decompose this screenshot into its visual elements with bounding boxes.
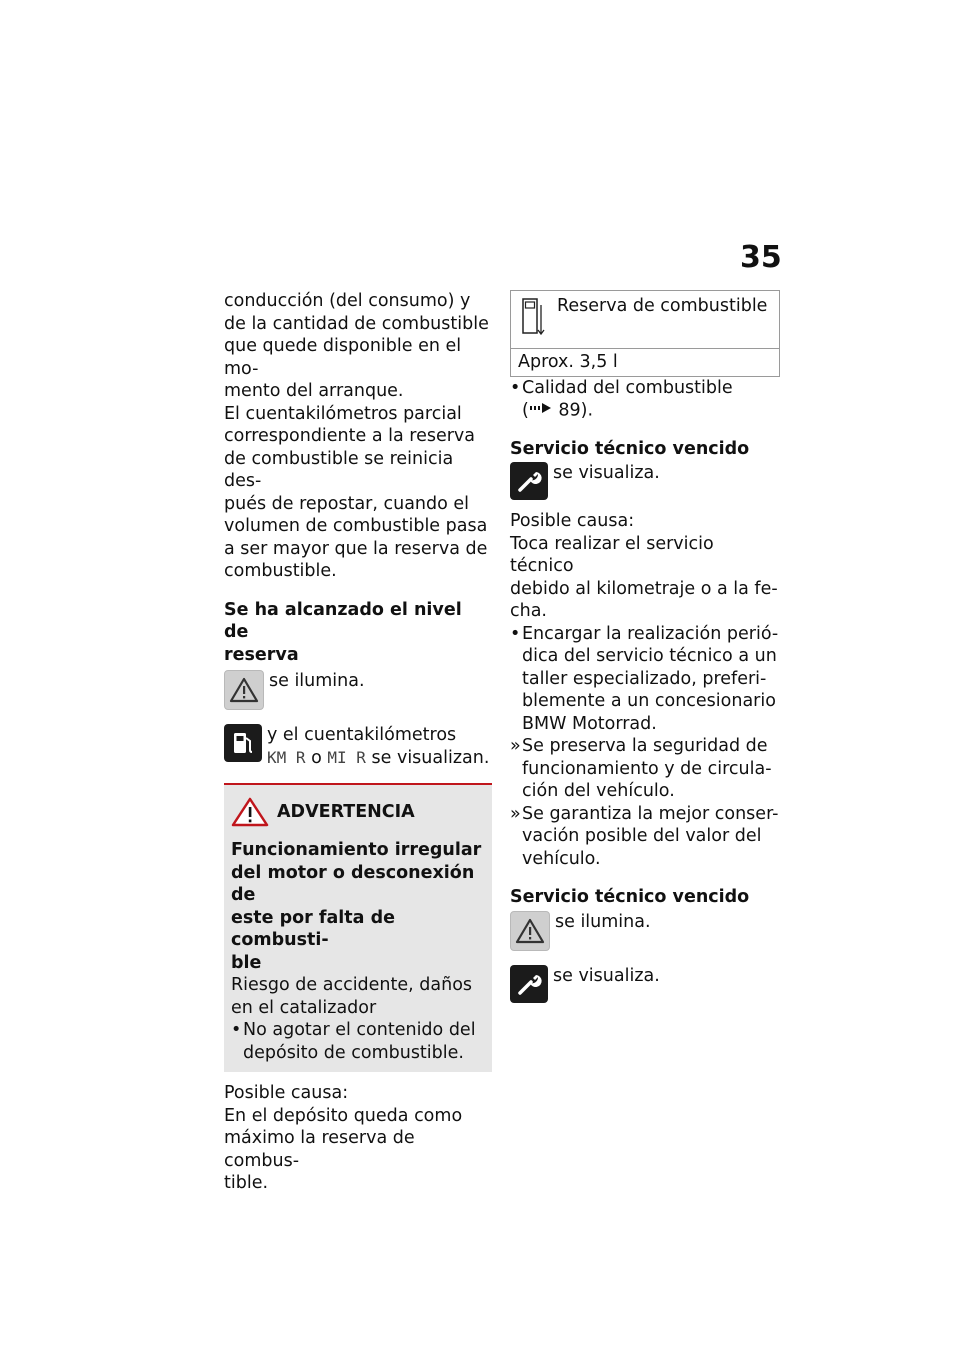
service-icon-line: se visualiza. [510,462,780,500]
warning-triangle-icon [224,670,264,710]
text-line: El cuentakilómetros parcial [224,403,462,424]
icon-caption: se ilumina. [269,671,365,691]
service-heading-2: Servicio técnico vencido [510,887,750,908]
reserve-heading: Se ha alcanzado el nivel de reserva [224,599,462,665]
warning-box: ADVERTENCIA Funcionamiento irregular del motor o desconexión de este por falta de combusti- ble Riesgo de accidente, daños en el catalizador • No agotar el contenido del depósito de combustible. [224,783,492,1072]
warning-bullet: • No agotar el contenido del depósito de combustible. [231,1020,476,1063]
trip-code-km: KM R [267,747,306,767]
service-heading-1: Servicio técnico vencido [510,438,750,459]
fuel-pump-icon [224,724,262,762]
text-line: de combustible se reinicia des- [224,448,454,491]
trip-code-mi: MI R [327,747,366,767]
text-line: pués de repostar, cuando el [224,493,470,514]
text-line: de la cantidad de combustible [224,313,489,334]
service2-warning-line: se ilumina. [510,911,780,951]
fuel-reserve-icon [517,295,547,341]
text-line: conducción (del consumo) y [224,291,471,311]
arrow-reference-icon [529,399,553,422]
service-cause: Posible causa: Toca realizar el servicio técnico debido al kilometraje o a la fe- cha. [510,511,778,622]
intro-paragraph [224,290,492,583]
right-column [510,290,780,1003]
warning-title: ADVERTENCIA [231,797,484,827]
page-number: 35 [740,240,782,275]
text-line: correspondiente a la reserva [224,426,476,446]
service-bullet: • Encargar la realización perió- dica del servicio técnico a un taller especializado, preferi- blemente a un concesionario BMW Motorrad. [510,623,779,734]
service2-wrench-line: se visualiza. [510,965,780,1003]
wrench-icon [510,965,548,1003]
table-header: Reserva de combustible [511,291,779,349]
wrench-icon [510,462,548,500]
warning-lamp-line [224,670,492,710]
text-line: volumen de combustible pasa [224,516,488,536]
text-line: mento del arranque. [224,381,404,401]
fuel-lamp-text: y el cuentakilómetros KM R o MI R se visualizan. [267,725,490,768]
text-line: a ser mayor que la reserva de [224,538,488,559]
text-line: combustible. [224,561,337,581]
warning-triangle-icon [231,797,269,827]
service-result-1: » Se preserva la seguridad de funcionamiento y de circula- ción del vehículo. [510,736,772,802]
fuel-quality-bullet: • Calidad del combustible ( 89). [510,377,733,421]
service-result-2: » Se garantiza la mejor conser- vación posible del valor del vehículo. [510,803,779,869]
cause-paragraph: Posible causa: En el depósito queda como máximo la reserva de combus- tible. [224,1083,463,1193]
fuel-reserve-table [510,290,780,377]
text-line: que quede disponible en el mo- [224,336,462,379]
left-column [224,290,492,1195]
fuel-lamp-line [224,724,492,769]
table-value: Aprox. 3,5 l [518,352,618,372]
warning-triangle-icon [510,911,550,951]
